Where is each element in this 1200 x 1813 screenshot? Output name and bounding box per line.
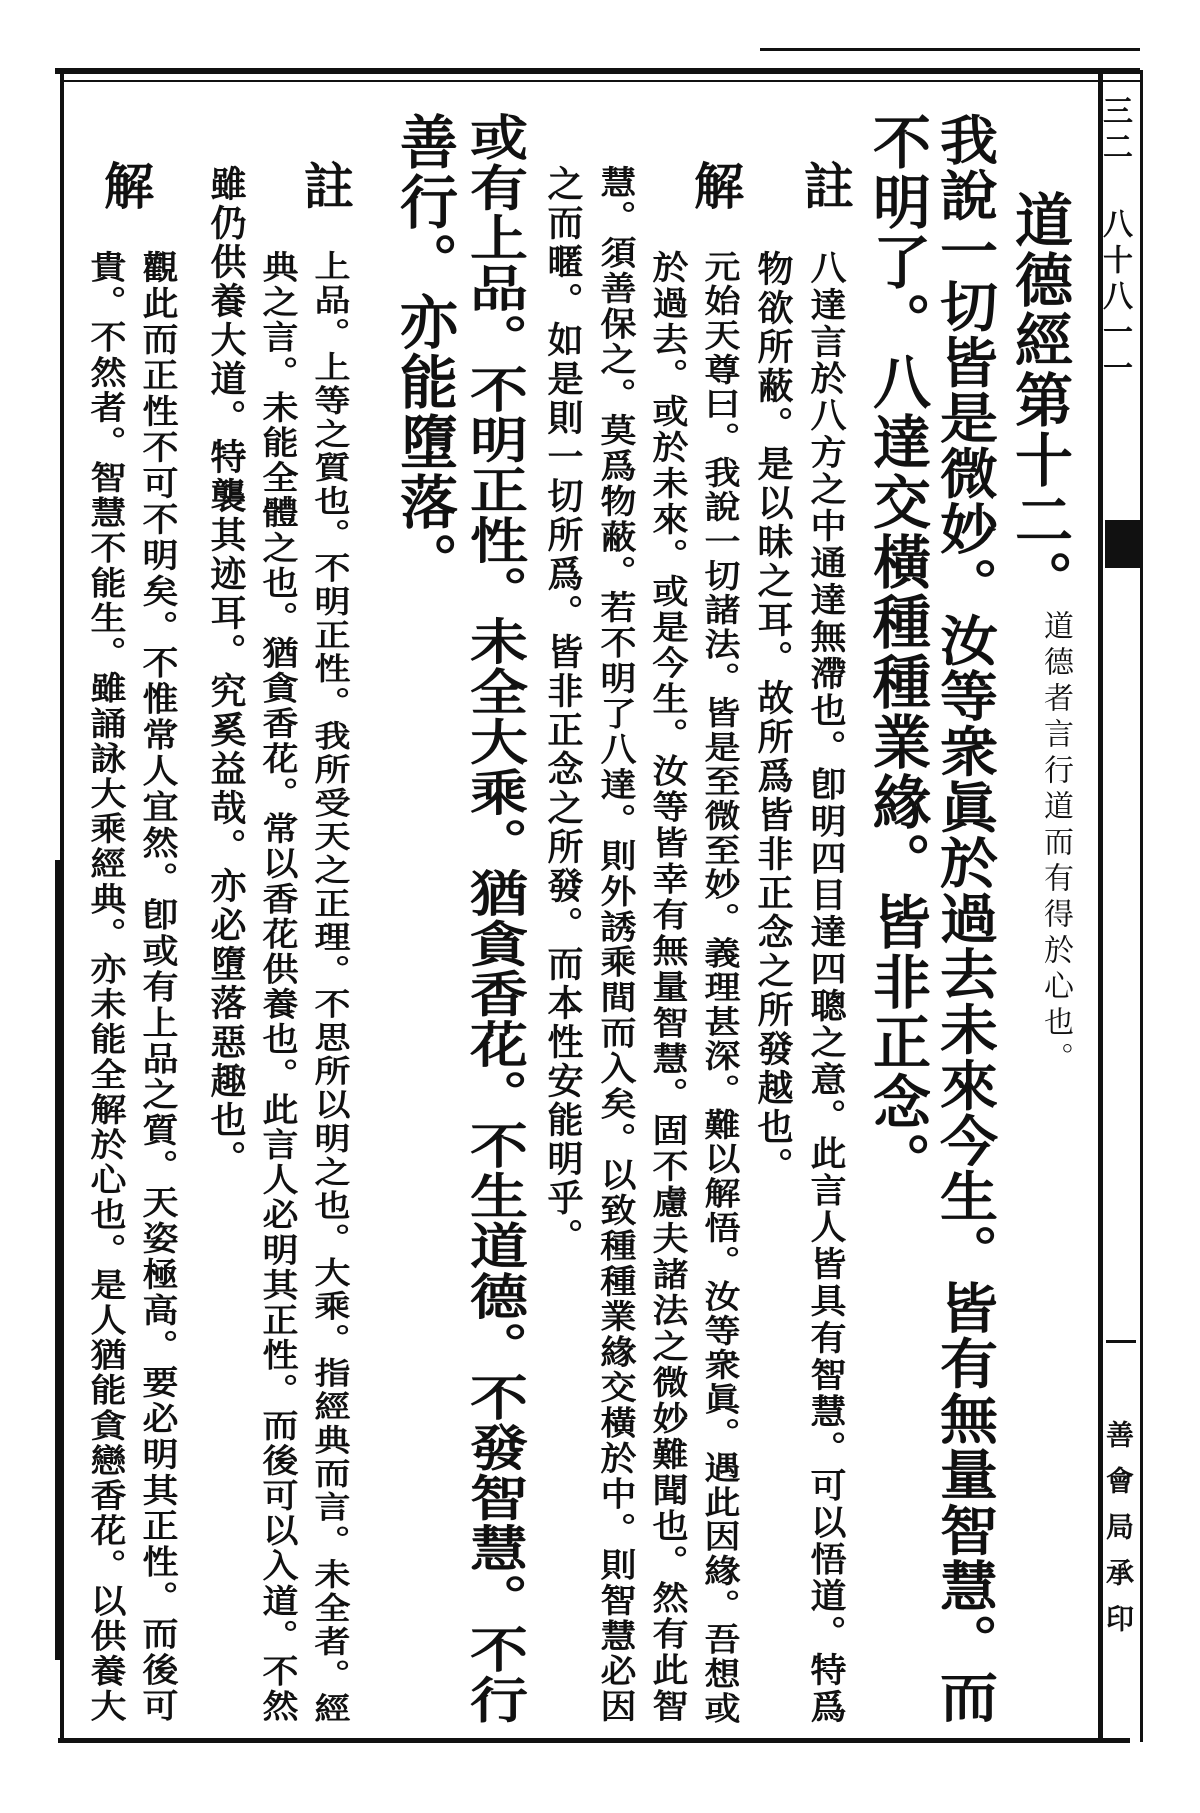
annotation-line: 典之言。未能全體之也。猶貪香花。常以香花供養也。此言人必明其正性。而後可以入道。不然: [257, 250, 299, 1725]
annotation-line: 雖仍供養大道。特襲其迹耳。究奚益哉。亦必墮落惡趣也。: [205, 165, 247, 1179]
annotation-line: 物欲所蔽。是以昧之耳。故所爲皆非正念之所發越也。: [752, 250, 794, 1186]
explanation-line: 之而暱。如是則一切所爲。皆非正念之所發。而本性安能明乎。: [542, 165, 584, 1257]
margin-dash-mark: [1106, 1340, 1136, 1343]
chapter-title: 道德經第十二。: [1005, 190, 1073, 610]
border-top-stub: [760, 48, 1140, 51]
title-note: 道德者言行道而有得於心也。: [1038, 610, 1073, 1078]
border-edge-rule: [1140, 70, 1143, 1742]
border-bottom-rule: [58, 1738, 1130, 1743]
explanation-label: 解: [686, 160, 745, 210]
explanation-label: 解: [96, 160, 155, 210]
scripture-line-3: 或有上品。不明正性。未全大乘。猶貪香花。不生道德。不發智慧。不行: [460, 112, 528, 1725]
annotation-line: 八達言於八方之中通達無滯也。卽明四目達四聰之意。此言人皆具有智慧。可以悟道。特爲: [805, 250, 847, 1726]
explanation-line: 元始天尊曰。我說一切諸法。皆是至微至妙。義理甚深。難以解悟。汝等衆眞。遇此因緣。吾想或: [699, 250, 741, 1726]
border-top-rule: [55, 68, 1140, 74]
explanation-line: 於過去。或於未來。或是今生。汝等皆幸有無量智慧。固不慮夫諸法之微妙難聞也。然有此智: [647, 250, 689, 1725]
margin-fishtail-mark: [1105, 520, 1141, 568]
border-left-stub: [55, 860, 61, 1660]
scripture-line-4: 善行。亦能墮落。: [390, 112, 458, 592]
margin-page-number: 三二 八十八一一: [1097, 95, 1132, 388]
margin-publisher: 善會局承印: [1102, 1420, 1135, 1650]
scripture-line-1: 我說一切皆是微妙。汝等衆眞於過去未來今生。皆有無量智慧。而: [930, 112, 998, 1725]
explanation-line: 慧。須善保之。莫爲物蔽。若不明了八達。則外誘乘間而入矣。以致種種業緣交橫於中。則智慧必因: [595, 165, 637, 1725]
annotation-line: 上品。上等之質也。不明正性。我所受天之正理。不思所以明之也。大乘。指經典而言。未全者。經: [309, 250, 351, 1726]
explanation-line: 貴。不然者。智慧不能生。雖誦詠大乘經典。亦未能全解於心也。是人猶能貪戀香花。以供養大: [85, 250, 127, 1725]
annotation-label: 註: [796, 160, 855, 210]
border-top-inner-rule: [60, 80, 1140, 82]
annotation-label: 註: [296, 160, 355, 210]
explanation-line: 觀此而正性不可不明矣。不惟常人宜然。卽或有上品之質。天姿極高。要必明其正性。而後可: [137, 250, 179, 1725]
scripture-line-2: 不明了。八達交橫種種業緣。皆非正念。: [863, 112, 931, 1192]
